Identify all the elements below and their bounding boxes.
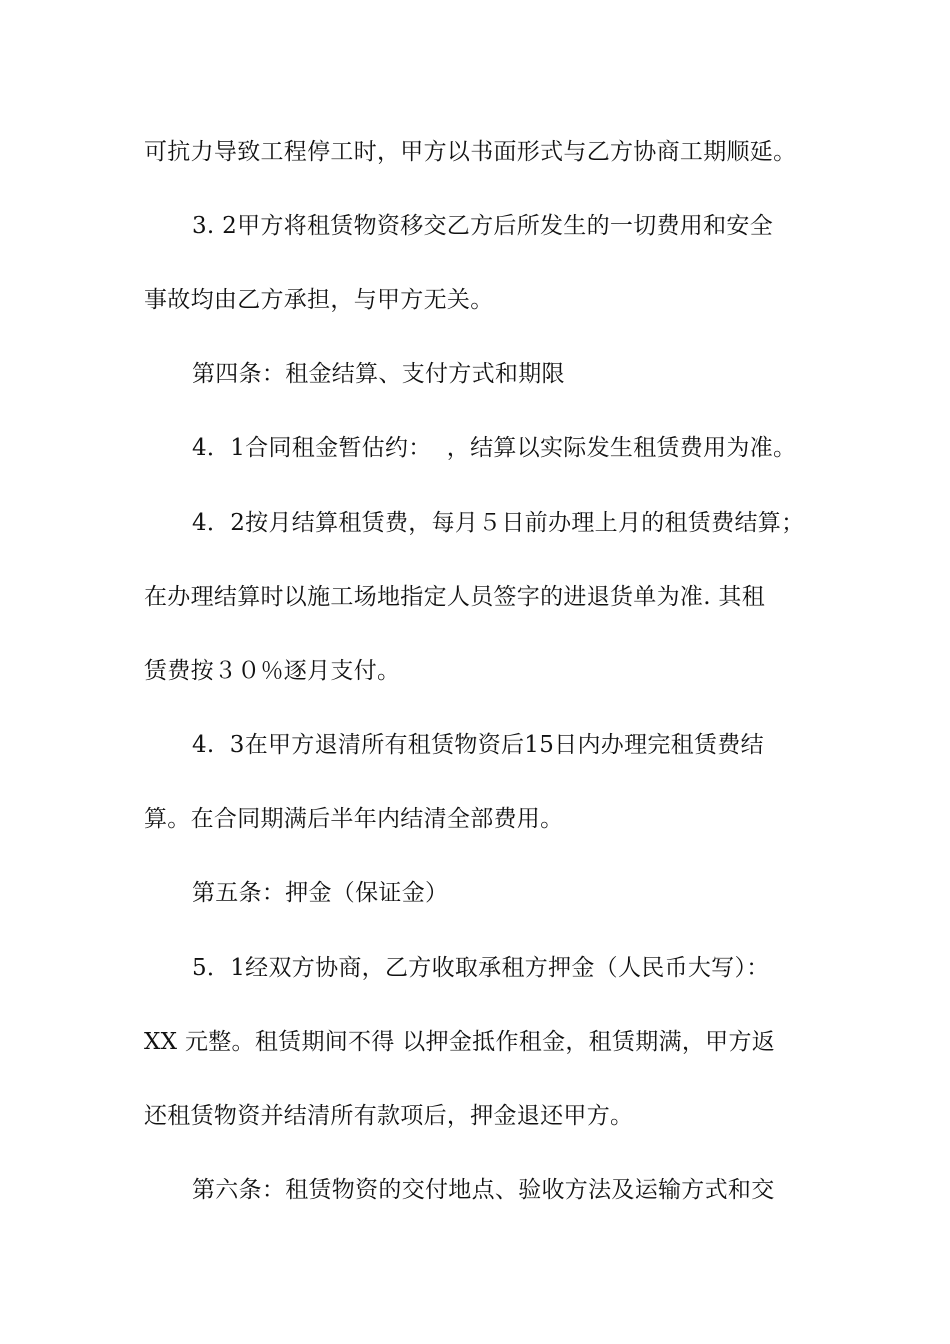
- clause-5-1-line: 5．1经双方协商，乙方收取承租方押金（人民币大写）：: [192, 955, 770, 981]
- paragraph-line: 可抗力导致工程停工时，甲方以书面形式与乙方协商工期顺延。: [144, 139, 797, 165]
- paragraph-line: XX 元整。租赁期间不得 以押金抵作租金，租赁期满，甲方返: [144, 1029, 776, 1055]
- clause-3-2-line: 3. 2甲方将租赁物资移交乙方后所发生的一切费用和安全: [192, 213, 773, 239]
- clause-4-3-line: 4. 3在甲方退清所有租赁物资后15日内办理完租赁费结: [192, 732, 764, 758]
- paragraph-line: 在办理结算时以施工场地指定人员签字的进退货单为准. 其租: [144, 584, 766, 610]
- clause-4-2-line: 4．2按月结算租赁费，每月５日前办理上月的租赁费结算；: [192, 510, 805, 536]
- paragraph-line: 算。在合同期满后半年内结清全部费用。: [144, 806, 564, 832]
- article-5-heading: 第五条：押金（保证金）: [192, 880, 449, 906]
- paragraph-line: 事故均由乙方承担，与甲方无关。: [144, 287, 494, 313]
- paragraph-line: 赁费按３０％逐月支付。: [144, 658, 401, 684]
- article-4-heading: 第四条：租金结算、支付方式和期限: [192, 361, 565, 387]
- article-6-heading: 第六条：租赁物资的交付地点、验收方法及运输方式和交: [192, 1177, 775, 1203]
- paragraph-line: 还租赁物资并结清所有款项后，押金退还甲方。: [144, 1103, 634, 1129]
- clause-4-1-line: 4．1合同租金暂估约： ，结算以实际发生租赁费用为准。: [192, 435, 797, 461]
